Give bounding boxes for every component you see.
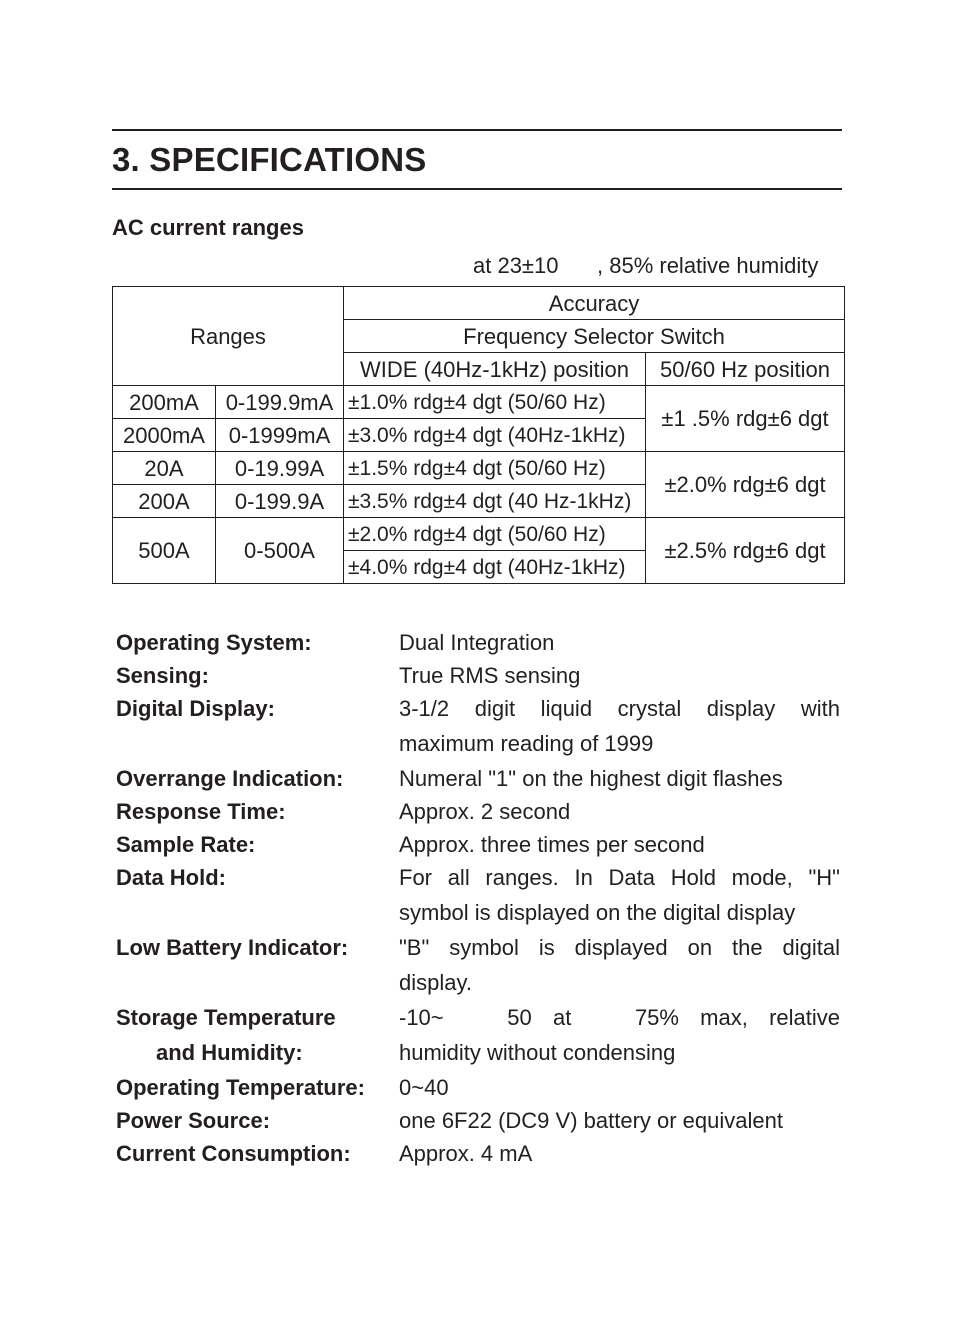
spec-label-empty — [116, 725, 399, 762]
spec-row-data-hold-cont — [116, 894, 840, 931]
spec-row-digital-display-cont — [116, 725, 840, 762]
spec-row-overrange — [116, 762, 840, 795]
spec-row-operating-temperature — [116, 1071, 840, 1104]
table-row — [113, 386, 845, 419]
spec-row-low-battery — [116, 931, 840, 964]
spec-value: Approx. three times per second — [399, 832, 705, 857]
subheading: AC current ranges — [112, 215, 304, 240]
spec-label-empty — [116, 894, 399, 931]
span-cell: 0-199.9mA — [216, 386, 344, 419]
hz5060-accuracy-cell: ±1 .5% rdg±6 dgt — [646, 386, 845, 452]
spec-row-storage — [116, 1001, 840, 1034]
hz5060-accuracy-cell: ±2.5% rdg±6 dgt — [646, 518, 845, 584]
span-cell: 0-1999mA — [216, 419, 344, 452]
top-rule — [112, 129, 842, 131]
wide-accuracy-cell: ±3.0% rdg±4 dgt (40Hz-1kHz) — [344, 419, 646, 452]
spec-value: Approx. 2 second — [399, 799, 571, 824]
spec-label-empty — [116, 964, 399, 1001]
header-wide: WIDE (40Hz-1kHz) position — [344, 353, 646, 386]
spec-label: Low Battery Indicator: — [116, 935, 349, 960]
spec-label: Operating System: — [116, 630, 312, 655]
spec-value: 0~40 — [399, 1075, 449, 1100]
spec-label: Operating Temperature: — [116, 1075, 365, 1100]
table-row — [113, 452, 845, 485]
span-cell: 0-199.9A — [216, 485, 344, 518]
conditions-temp: at 23±10 — [473, 253, 559, 278]
spec-value: "B" symbol is displayed on the digital — [399, 935, 840, 960]
spec-label: and Humidity: — [156, 1040, 303, 1065]
spec-value: For all ranges. In Data Hold mode, "H" — [399, 865, 840, 890]
spec-row-power-source — [116, 1104, 840, 1137]
spec-label: Data Hold: — [116, 865, 226, 890]
spec-value: -10~ 50 at 75% max, relative — [399, 1005, 840, 1030]
wide-accuracy-cell: ±2.0% rdg±4 dgt (50/60 Hz) — [344, 518, 646, 551]
spec-row-storage-cont — [116, 1034, 840, 1071]
table-row — [113, 518, 845, 551]
spec-row-response-time — [116, 795, 840, 828]
title-underline — [112, 188, 842, 190]
spec-value: 3-1/2 digit liquid crystal display with — [399, 696, 840, 721]
spec-value: one 6F22 (DC9 V) battery or equivalent — [399, 1108, 783, 1133]
spec-value: symbol is displayed on the digital display — [399, 900, 796, 925]
spec-value: humidity without condensing — [399, 1040, 676, 1065]
span-cell: 0-500A — [216, 518, 344, 584]
spec-row-data-hold — [116, 861, 840, 894]
spec-label: Power Source: — [116, 1108, 271, 1133]
wide-accuracy-cell: ±1.5% rdg±4 dgt (50/60 Hz) — [344, 452, 646, 485]
spec-row-operating-system — [116, 626, 840, 659]
wide-accuracy-cell: ±1.0% rdg±4 dgt (50/60 Hz) — [344, 386, 646, 419]
header-frequency-switch: Frequency Selector Switch — [344, 320, 845, 353]
spec-label: Overrange Indication: — [116, 766, 344, 791]
spec-value: maximum reading of 1999 — [399, 731, 654, 756]
range-cell: 200mA — [113, 386, 216, 419]
spec-list — [116, 626, 840, 1170]
range-cell: 20A — [113, 452, 216, 485]
spec-label: Sample Rate: — [116, 832, 256, 857]
spec-label: Response Time: — [116, 799, 286, 824]
spec-value: Dual Integration — [399, 630, 555, 655]
wide-accuracy-cell: ±3.5% rdg±4 dgt (40 Hz-1kHz) — [344, 485, 646, 518]
ac-current-ranges-table — [112, 286, 845, 584]
header-5060: 50/60 Hz position — [646, 353, 845, 386]
range-cell: 200A — [113, 485, 216, 518]
spec-value: True RMS sensing — [399, 663, 581, 688]
wide-accuracy-cell: ±4.0% rdg±4 dgt (40Hz-1kHz) — [344, 551, 646, 584]
header-accuracy: Accuracy — [344, 287, 845, 320]
hz5060-accuracy-cell: ±2.0% rdg±6 dgt — [646, 452, 845, 518]
spec-label: Digital Display: — [116, 696, 275, 721]
spec-label: Sensing: — [116, 663, 209, 688]
spec-row-digital-display — [116, 692, 840, 725]
range-cell: 2000mA — [113, 419, 216, 452]
spec-row-sample-rate — [116, 828, 840, 861]
spec-row-sensing — [116, 659, 840, 692]
spec-label: Storage Temperature — [116, 1005, 336, 1030]
spec-value: Numeral "1" on the highest digit flashes — [399, 766, 783, 791]
spec-label: Current Consumption: — [116, 1141, 351, 1166]
spec-value: Approx. 4 mA — [399, 1141, 533, 1166]
table-header-row — [113, 287, 845, 320]
section-title: 3. SPECIFICATIONS — [112, 141, 427, 178]
header-ranges: Ranges — [113, 287, 344, 386]
spec-value: display. — [399, 970, 472, 995]
spec-row-current-consumption — [116, 1137, 840, 1170]
conditions-humidity: , 85% relative humidity — [597, 253, 819, 278]
spec-row-low-battery-cont — [116, 964, 840, 1001]
span-cell: 0-19.99A — [216, 452, 344, 485]
range-cell: 500A — [113, 518, 216, 584]
